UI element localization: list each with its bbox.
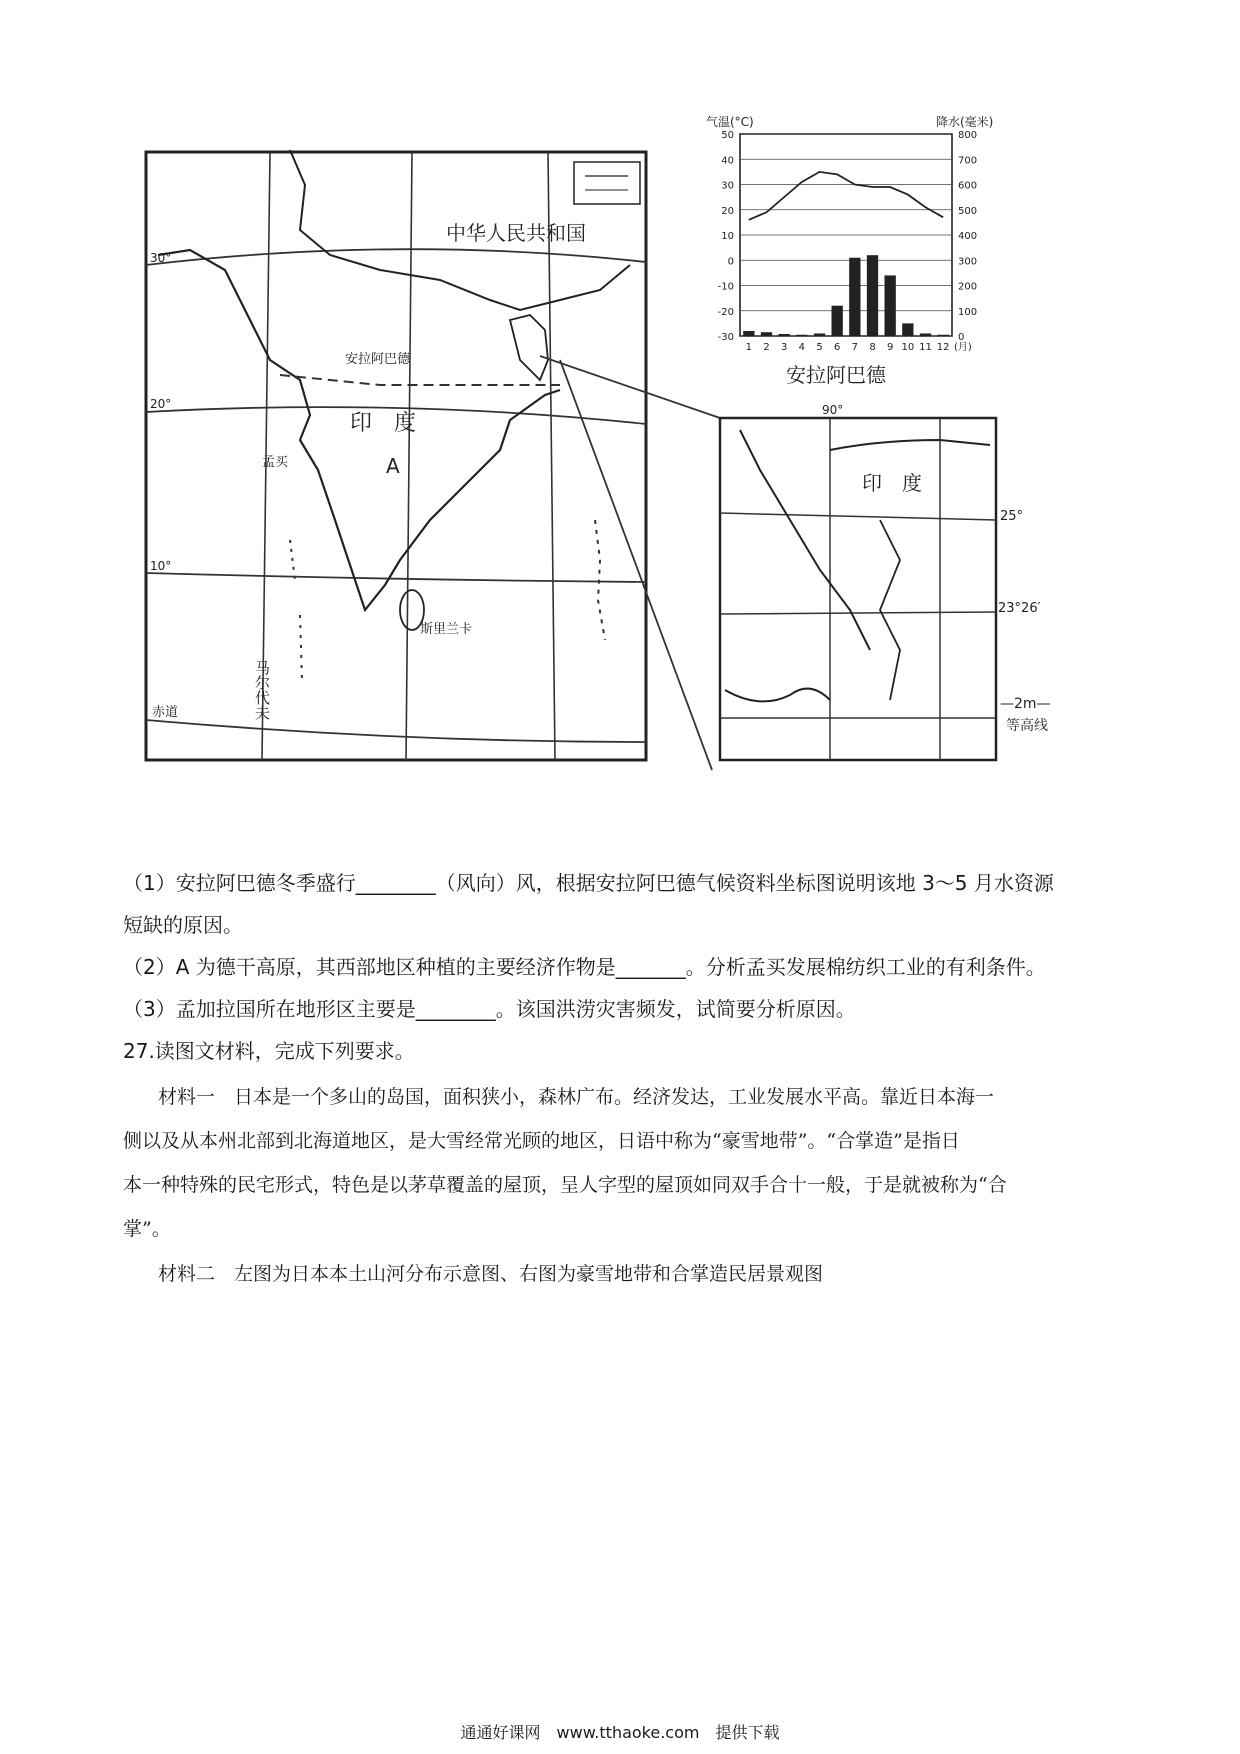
label-sri-lanka: 斯里兰卡 xyxy=(420,622,473,637)
y-right-tick-label: 700 xyxy=(958,155,978,167)
y-right-label: 降水(毫米) xyxy=(936,115,994,129)
label-lat-10: 10° xyxy=(150,559,172,573)
y-left-tick-label: 0 xyxy=(727,256,734,268)
x-tick-label: 5 xyxy=(816,342,823,353)
material-1-line-3: 本一种特殊的民宅形式，特色是以茅草覆盖的屋顶，呈人字型的屋顶如同双手合十一般，于是就被称为“合 xyxy=(123,1174,1007,1196)
contour-legend-text: 等高线 xyxy=(1006,718,1048,734)
india-map xyxy=(146,150,646,760)
y-right-tick-label: 300 xyxy=(958,256,978,268)
question-3: （3）孟加拉国所在地形区主要是________。该国洪涝灾害频发，试简要分析原因。 xyxy=(123,997,856,1021)
y-left-tick-label: -30 xyxy=(717,332,734,343)
x-tick-label: 11 xyxy=(919,342,932,353)
y-left-label: 气温(°C) xyxy=(706,115,754,129)
inset-lat-23: 23°26′ xyxy=(998,601,1041,616)
question-27-heading: 27.读图文材料，完成下列要求。 xyxy=(123,1039,415,1063)
precip-bar xyxy=(761,332,772,336)
label-mumbai: 孟买 xyxy=(262,455,289,470)
x-tick-label: 1 xyxy=(745,342,753,353)
material-1-line-2: 侧以及从本州北部到北海道地区，是大雪经常光顾的地区，日语中称为“豪雪地带”。“合掌造”是指日 xyxy=(123,1130,960,1152)
x-tick-label: 7 xyxy=(851,342,859,353)
y-left-tick-label: 30 xyxy=(721,180,734,192)
x-tick-label: 10 xyxy=(901,342,915,353)
y-right-tick-label: 200 xyxy=(958,281,978,293)
material-1-line-4: 掌”。 xyxy=(123,1218,171,1240)
precip-bar xyxy=(938,335,949,336)
x-tick-label: 4 xyxy=(798,342,806,353)
x-tick-label: 9 xyxy=(886,342,894,353)
inset-lat-25: 25° xyxy=(1000,509,1024,524)
y-left-tick-label: -10 xyxy=(717,281,734,293)
y-left-tick-label: -20 xyxy=(717,306,734,318)
material-1-line-1: 材料一 日本是一个多山的岛国，面积狭小，森林广布。经济发达，工业发展水平高。靠近日本海一 xyxy=(158,1086,995,1108)
x-tick-label: 12 xyxy=(936,342,950,353)
question-1-line-2: 短缺的原因。 xyxy=(123,913,243,937)
y-left-tick-label: 50 xyxy=(721,130,734,141)
inset-label-india: 印 度 xyxy=(862,471,922,495)
inset-lon-90: 90° xyxy=(822,403,844,417)
x-tick-label: 2 xyxy=(763,342,770,353)
precip-bar xyxy=(885,275,896,336)
precip-bar xyxy=(849,258,860,336)
chart-city-label: 安拉阿巴德 xyxy=(786,363,886,387)
label-maldives: 马尔代夫 xyxy=(253,660,271,720)
inset-map xyxy=(720,403,1051,760)
label-lat-30: 30° xyxy=(150,251,172,265)
y-right-tick-label: 100 xyxy=(958,306,978,318)
y-right-tick-label: 500 xyxy=(958,205,978,217)
climate-chart xyxy=(706,114,993,387)
temperature-line xyxy=(749,172,943,220)
y-right-tick-label: 400 xyxy=(958,231,978,242)
y-right-tick-label: 600 xyxy=(958,180,978,192)
material-2: 材料二 左图为日本本土山河分布示意图、右图为豪雪地带和合掌造民居景观图 xyxy=(158,1263,824,1285)
label-china: 中华人民共和国 xyxy=(446,221,586,245)
x-tick-label: 6 xyxy=(833,342,841,353)
month-unit-label: (月) xyxy=(954,342,972,353)
y-left-tick-label: 10 xyxy=(721,231,734,242)
question-1-line-1: （1）安拉阿巴德冬季盛行________（风向）风，根据安拉阿巴德气候资料坐标图说明该地 3～5 月水资源 xyxy=(123,871,1054,895)
precip-bar xyxy=(832,306,843,336)
label-lat-20: 20° xyxy=(150,397,172,411)
precip-bar xyxy=(920,333,931,336)
y-left-tick-label: 20 xyxy=(721,205,734,217)
label-ahmedabad: 安拉阿巴德 xyxy=(345,352,411,367)
y-left-tick-label: 40 xyxy=(721,155,734,167)
precip-bar xyxy=(867,255,878,336)
page-footer: 通通好课网 www.tthaoke.com 提供下载 xyxy=(460,1723,780,1742)
x-tick-label: 8 xyxy=(869,342,876,353)
y-right-tick-label: 0 xyxy=(958,332,965,343)
x-tick-label: 3 xyxy=(780,342,788,353)
question-2: （2）A 为德干高原，其西部地区种植的主要经济作物是_______。分析孟买发展棉纺织工业的有利条件。 xyxy=(123,955,1046,979)
contour-legend: —2m— xyxy=(1000,696,1051,712)
figure-area xyxy=(0,0,1240,780)
label-equator: 赤道 xyxy=(152,705,179,720)
precip-bar xyxy=(814,333,825,336)
precip-bar xyxy=(743,331,754,336)
label-a: A xyxy=(386,454,400,478)
precip-bar xyxy=(902,323,913,336)
precip-bar xyxy=(779,334,790,336)
precip-bar xyxy=(796,335,807,336)
label-india: 印 度 xyxy=(350,411,417,436)
y-right-tick-label: 800 xyxy=(958,130,978,141)
